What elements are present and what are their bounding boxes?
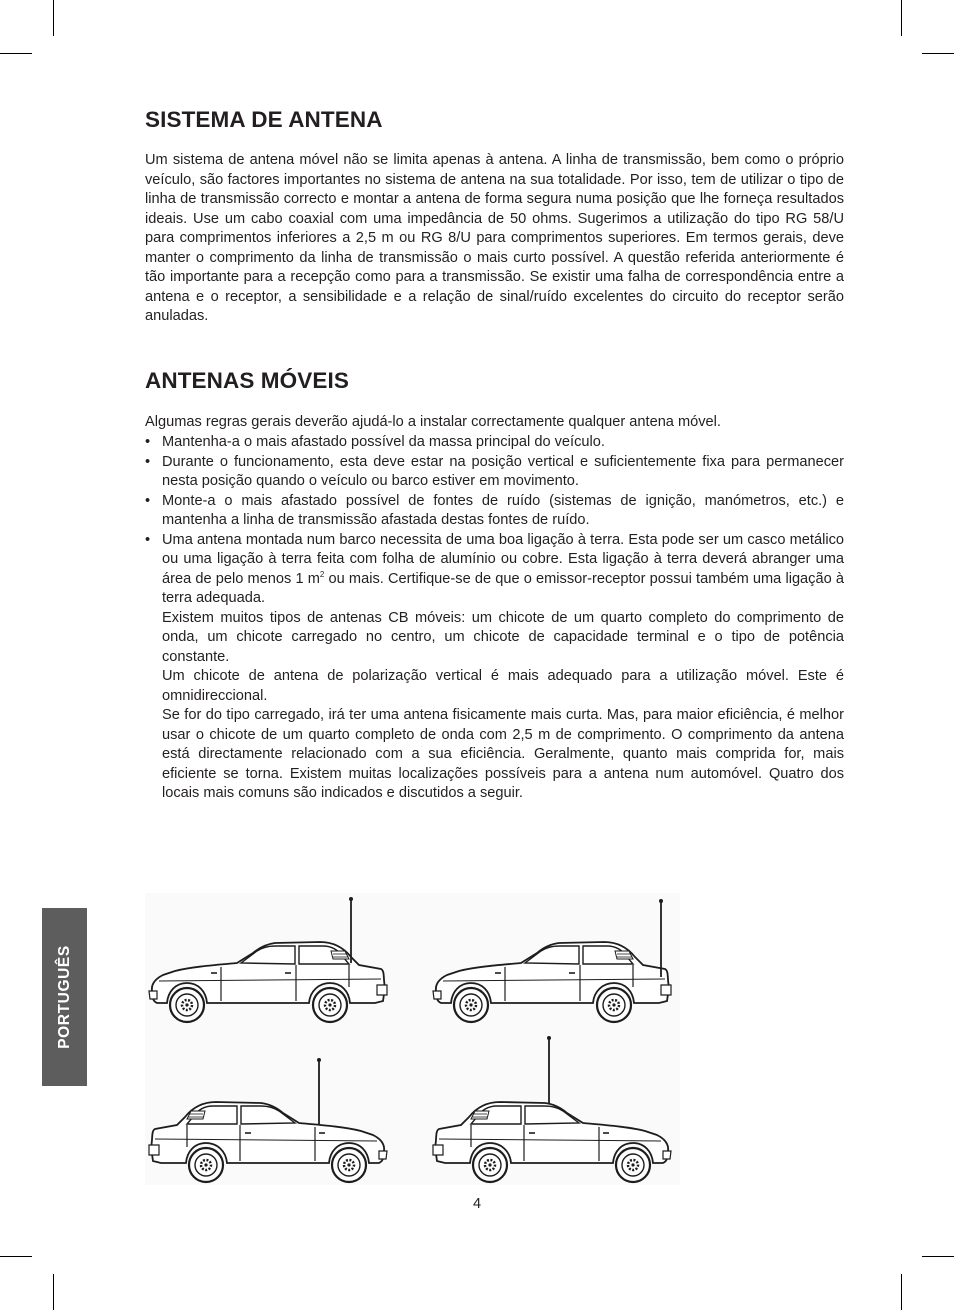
bullet-icon: • bbox=[145, 453, 151, 470]
text-segment: ou mais. Certifique-se de que o emissor-receptor possui também uma ligação à terra adequada. bbox=[162, 570, 844, 606]
list-item-continuation: Se for do tipo carregado, irá ter uma antena fisicamente mais curta. Mas, para maior eficiência, é melhor usar o chicote de um quarto completo de onda com 2,5 m de comprimento. O comprimento da antena está directamente relacionado com a sua eficiência. Geralmente, quanto mais comprida for, mais eficiente se torna. Existem muitas localizações possíveis para a antena num automóvel. Quatro dos locais mais comuns são indicados e discutidos a seguir. bbox=[162, 707, 844, 801]
list-item bbox=[145, 433, 844, 453]
list-item-text bbox=[162, 531, 844, 609]
intro-paragraph: Algumas regras gerais deverão ajudá-lo a instalar correctamente qualquer antena móvel. bbox=[145, 414, 721, 430]
crop-mark bbox=[922, 1256, 954, 1257]
crop-mark bbox=[53, 0, 54, 36]
crop-mark bbox=[922, 53, 954, 54]
text-segment: Uma antena montada num barco necessita de uma boa ligação à terra. Esta pode ser um casco metálico ou uma ligação à terra feita com folha de alumínio ou cobre. Esta ligação à terra deverá abranger uma área de pelo menos 1 m bbox=[162, 531, 844, 587]
superscript: 2 bbox=[319, 569, 325, 579]
bullet-list bbox=[145, 433, 844, 804]
bullet-icon: • bbox=[145, 492, 151, 509]
crop-mark bbox=[53, 1274, 54, 1310]
language-tab bbox=[42, 908, 87, 1086]
list-item bbox=[145, 492, 844, 531]
list-item-continuation: Existem muitos tipos de antenas CB móveis: um chicote de um quarto completo do comprimento de onda, um chicote carregado no centro, um chicote de capacidade terminal e o tipo de potência constante. bbox=[162, 609, 844, 665]
list-item-text: Monte-a o mais afastado possível de fontes de ruído (sistemas de ignição, manómetros, etc.) e mantenha a linha de transmissão afastada destas fontes de ruído. bbox=[162, 492, 844, 528]
list-item-continuation: Um chicote de antena de polarização vertical é mais adequado para a utilização móvel. Este é omnidireccional. bbox=[162, 668, 844, 704]
bullet-icon: • bbox=[145, 434, 151, 450]
crop-mark bbox=[0, 1256, 32, 1257]
list-item bbox=[145, 531, 844, 804]
list-item bbox=[145, 453, 844, 492]
list-item-text: Mantenha-a o mais afastado possível da massa principal do veículo. bbox=[162, 434, 605, 450]
language-tab-label: PORTUGUÊS bbox=[55, 945, 73, 1049]
list-item-text: Durante o funcionamento, esta deve estar na posição vertical e suficientemente fixa para permanecer nesta posição quando o veículo ou barco estiver em movimento. bbox=[162, 453, 844, 489]
antenna-placement-figure bbox=[145, 893, 680, 1185]
bullet-icon: • bbox=[145, 531, 151, 548]
page-number: 4 bbox=[472, 1196, 482, 1212]
crop-mark bbox=[0, 53, 32, 54]
section-paragraph: Um sistema de antena móvel não se limita apenas à antena. A linha de transmissão, bem como o próprio veículo, são factores importantes no sistema de antena na sua totalidade. Por isso, tem de utilizar o tipo de linha de transmissão correcto e montar a antena de forma segura numa posição que lhe forneça resultados ideais. Use um cabo coaxial com uma impedância de 50 ohms. Sugerimos a utilização do tipo RG 58/U para comprimentos inferiores a 2,5 m ou RG 8/U para comprimentos superiores. Em termos gerais, deve manter o comprimento da linha de transmissão o mais curto possível. A questão referida anteriormente é tão importante para a recepção como para a transmissão. Se existir uma falha de correspondência entre a antena e o receptor, a sensibilidade e a relação de sinal/ruído excelentes do circuito do receptor serão anuladas. bbox=[145, 152, 844, 324]
section-heading: ANTENAS MÓVEIS bbox=[145, 368, 349, 393]
crop-mark bbox=[901, 1274, 902, 1310]
crop-mark bbox=[901, 0, 902, 36]
section-heading: SISTEMA DE ANTENA bbox=[145, 107, 383, 132]
